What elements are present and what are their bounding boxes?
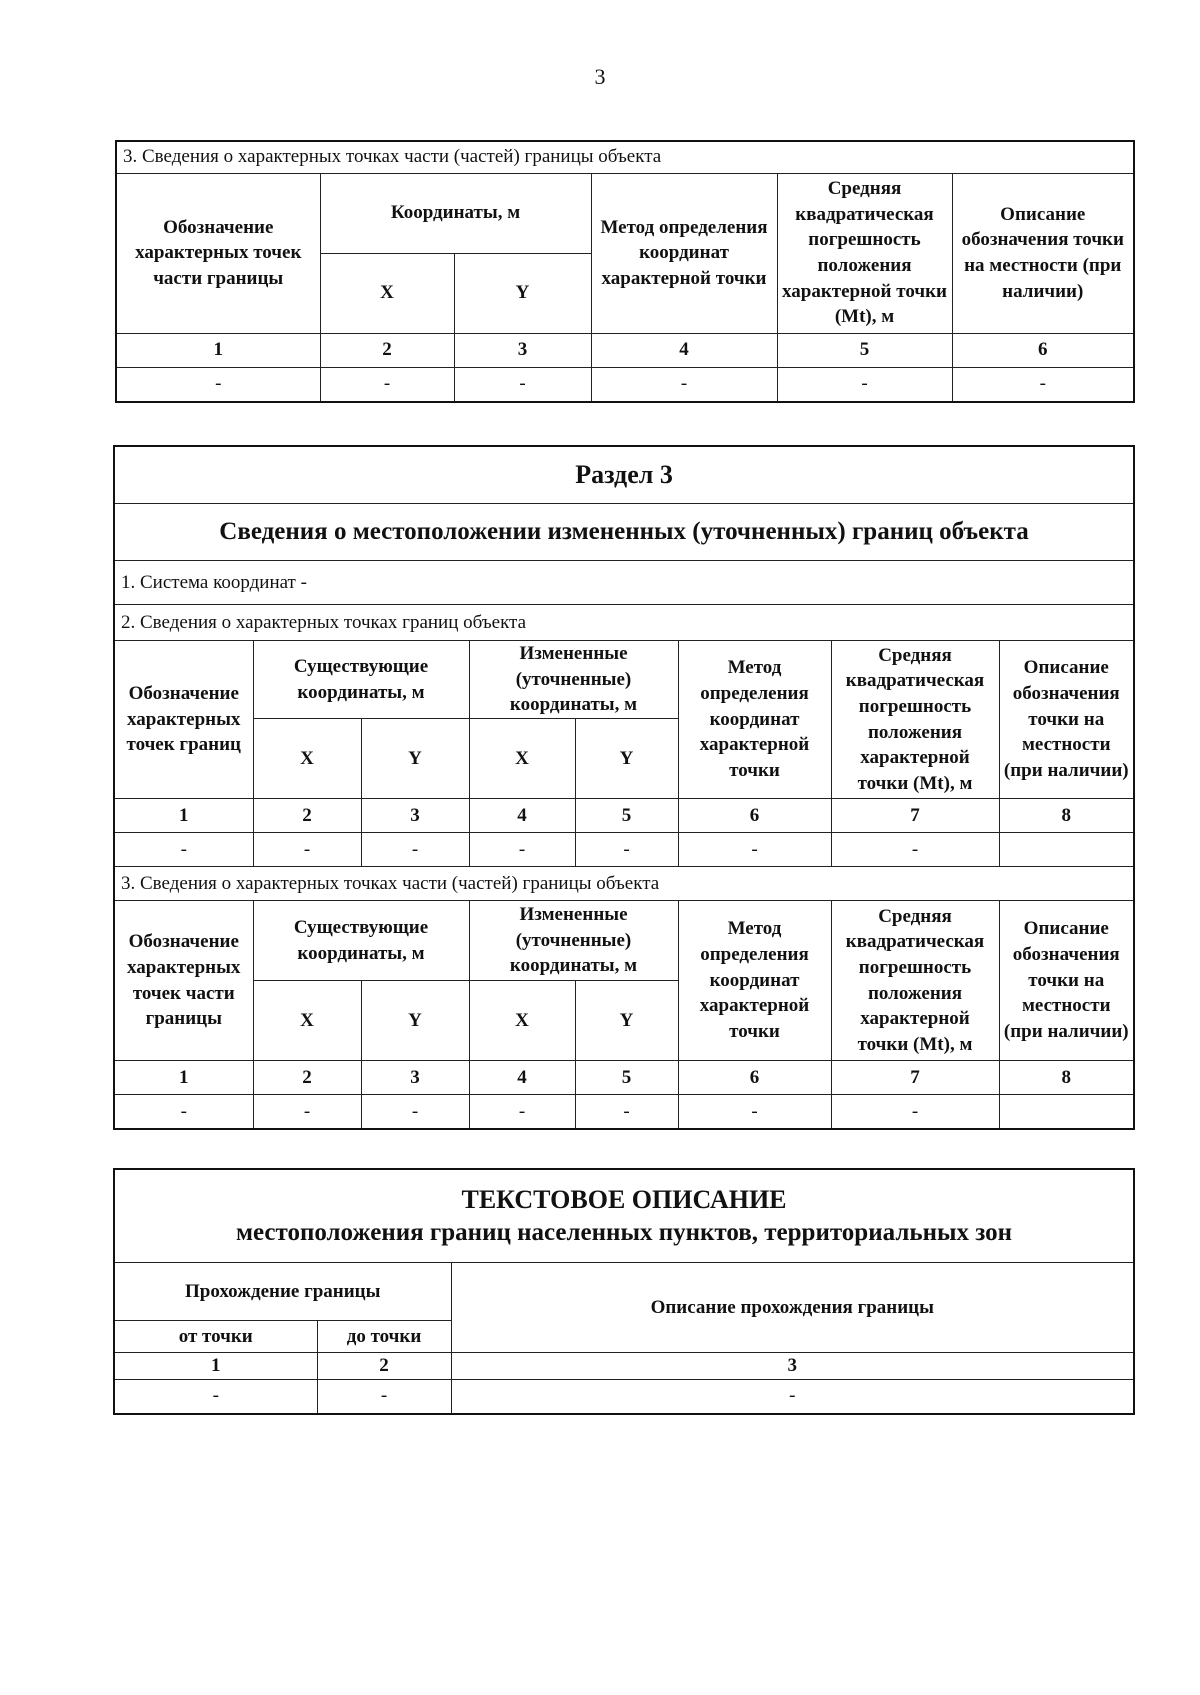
table-cell: - — [678, 833, 831, 867]
table-cell: - — [831, 1095, 999, 1130]
column-number: 6 — [678, 1061, 831, 1095]
header-changed: Измененные (уточненные) координаты, м — [469, 641, 678, 719]
table-cell: - — [831, 833, 999, 867]
table-cell: - — [575, 1095, 678, 1130]
header-designation: Обозначение характерных точек части границы — [116, 173, 320, 333]
table-cell: - — [678, 1095, 831, 1130]
text-description-heading — [114, 1169, 1134, 1263]
header-designation: Обозначение характерных точек части границы — [114, 901, 253, 1061]
header-description: Описание обозначения точки на местности (при наличии) — [952, 173, 1134, 333]
header-description: Описание обозначения точки на местности (при наличии) — [999, 641, 1134, 799]
section-subtitle: Сведения о местоположении измененных (уточненных) границ объекта — [114, 504, 1134, 561]
header-y: Y — [575, 981, 678, 1061]
table-cell: - — [317, 1379, 451, 1414]
header-error: Средняя квадратическая погрешность положения характерной точки (Mt), м — [777, 173, 952, 333]
header-y: Y — [361, 719, 469, 799]
table-cell: - — [320, 367, 454, 402]
column-number: 2 — [320, 333, 454, 367]
table-cell: - — [451, 1379, 1134, 1414]
column-number: 3 — [361, 799, 469, 833]
column-number: 4 — [469, 1061, 575, 1095]
column-number: 8 — [999, 799, 1134, 833]
header-passage: Прохождение границы — [114, 1263, 451, 1321]
header-existing: Существующие координаты, м — [253, 901, 469, 981]
table-cell: - — [777, 367, 952, 402]
header-y: Y — [361, 981, 469, 1061]
column-number: 3 — [454, 333, 591, 367]
header-designation: Обозначение характерных точек границ — [114, 641, 253, 799]
table-cell: - — [361, 833, 469, 867]
points-caption: 2. Сведения о характерных точках границ объекта — [114, 605, 1134, 641]
header-x: X — [320, 253, 454, 333]
header-x: X — [469, 981, 575, 1061]
header-error: Средняя квадратическая погрешность положения характерной точки (Mt), м — [831, 641, 999, 799]
column-number: 6 — [952, 333, 1134, 367]
parts-caption: 3. Сведения о характерных точках части (частей) границы объекта — [114, 867, 1134, 901]
header-y: Y — [454, 253, 591, 333]
table-cell: - — [952, 367, 1134, 402]
table-cell: - — [361, 1095, 469, 1130]
header-existing: Существующие координаты, м — [253, 641, 469, 719]
text-description-subtitle: местоположения границ населенных пунктов, территориальных зон — [235, 1218, 1013, 1246]
column-number: 2 — [253, 799, 361, 833]
column-number: 8 — [999, 1061, 1134, 1095]
table-cell: - — [114, 1095, 253, 1130]
table-cell: - — [116, 367, 320, 402]
header-changed: Измененные (уточненные) координаты, м — [469, 901, 678, 981]
header-passage-description: Описание прохождения границы — [451, 1263, 1134, 1353]
column-number: 1 — [114, 1061, 253, 1095]
column-number: 4 — [469, 799, 575, 833]
column-number: 5 — [777, 333, 952, 367]
column-number: 1 — [116, 333, 320, 367]
column-number: 3 — [361, 1061, 469, 1095]
table-cell: - — [469, 833, 575, 867]
section-3-table — [113, 445, 1135, 1130]
table-cell: - — [114, 1379, 317, 1414]
table-cell: - — [591, 367, 777, 402]
table-cell: - — [454, 367, 591, 402]
table-cell: - — [575, 833, 678, 867]
column-number: 7 — [831, 1061, 999, 1095]
table-parts-points — [115, 140, 1135, 403]
table-cell — [999, 1095, 1134, 1130]
header-method: Метод определения координат характерной точки — [678, 641, 831, 799]
header-to-point: до точки — [317, 1321, 451, 1353]
text-description-title: ТЕКСТОВОЕ ОПИСАНИЕ — [461, 1184, 787, 1214]
column-number: 7 — [831, 799, 999, 833]
coord-system: 1. Система координат - — [114, 561, 1134, 605]
header-description: Описание обозначения точки на местности (при наличии) — [999, 901, 1134, 1061]
header-method: Метод определения координат характерной точки — [678, 901, 831, 1061]
header-from-point: от точки — [114, 1321, 317, 1353]
column-number: 5 — [575, 1061, 678, 1095]
column-number: 2 — [253, 1061, 361, 1095]
table-cell: - — [114, 833, 253, 867]
table-cell: - — [469, 1095, 575, 1130]
column-number: 1 — [114, 1353, 317, 1380]
text-description-table — [113, 1168, 1135, 1415]
column-number: 4 — [591, 333, 777, 367]
table-cell — [999, 833, 1134, 867]
column-number: 1 — [114, 799, 253, 833]
column-number: 3 — [451, 1353, 1134, 1380]
header-x: X — [253, 981, 361, 1061]
table-cell: - — [253, 1095, 361, 1130]
header-x: X — [469, 719, 575, 799]
table-cell: - — [253, 833, 361, 867]
section-title: Раздел 3 — [114, 446, 1134, 504]
header-coordinates: Координаты, м — [320, 173, 591, 253]
column-number: 5 — [575, 799, 678, 833]
header-x: X — [253, 719, 361, 799]
header-y: Y — [575, 719, 678, 799]
column-number: 6 — [678, 799, 831, 833]
header-method: Метод определения координат характерной точки — [591, 173, 777, 333]
page-number: 3 — [594, 64, 606, 89]
column-number: 2 — [317, 1353, 451, 1380]
table-caption: 3. Сведения о характерных точках части (частей) границы объекта — [116, 141, 1134, 173]
header-error: Средняя квадратическая погрешность положения характерной точки (Mt), м — [831, 901, 999, 1061]
